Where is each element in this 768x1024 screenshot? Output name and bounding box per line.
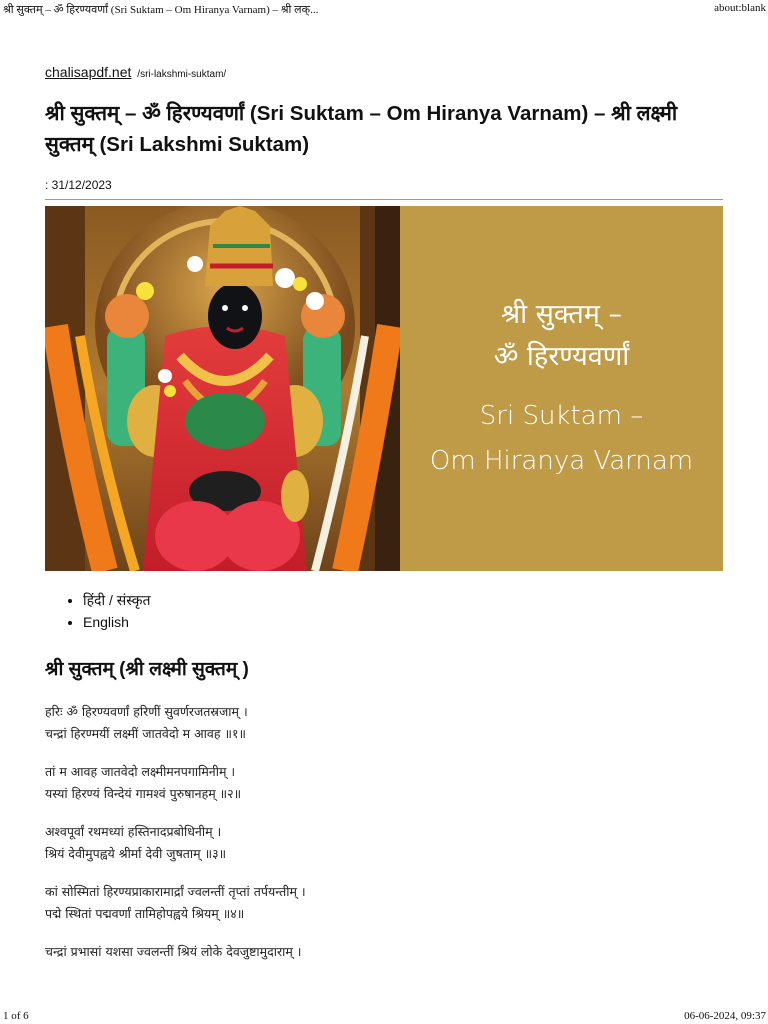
language-link-english[interactable]: • English — [83, 611, 723, 633]
language-list — [45, 589, 723, 633]
language-link-hindi[interactable]: • हिंदी / संस्कृत — [83, 589, 723, 611]
verse-line: कां सोस्मितां हिरण्यप्राकारामार्द्रां ज्वलन्तीं तृप्तां तर्पयन्तीम् । — [45, 884, 306, 899]
article — [45, 64, 723, 963]
page-title: श्री सुक्तम् – ॐ हिरण्यवर्णां (Sri Suktam – Om Hiranya Varnam) – श्री लक्ष्मी सुक्तम् (Sri Lakshmi Suktam) — [45, 102, 678, 156]
print-header-url: about:blank — [714, 2, 766, 14]
verse-line: यस्यां हिरण्यं विन्देयं गामश्वं पुरुषानहम् ॥२॥ — [45, 786, 242, 801]
verse-line: पद्मे स्थितां पद्मवर्णां तामिहोपह्वये श्रियम् ॥४॥ — [45, 906, 245, 921]
print-header — [0, 0, 768, 16]
verse-line: चन्द्रां प्रभासां यशसा ज्वलन्तीं श्रियं लोके देवजुष्टामुदाराम् । — [45, 944, 302, 959]
verse-2 — [45, 761, 723, 805]
section-title: श्री सुक्तम् (श्री लक्ष्मी सुक्तम् ) — [45, 659, 249, 680]
hero-hindi-line-2: ॐ हिरण्यवर्णां — [493, 340, 630, 372]
site-line — [45, 64, 723, 80]
verse-line: चन्द्रां हिरण्मयीं लक्ष्मीं जातवेदो म आवह ॥१॥ — [45, 726, 246, 741]
hero-hindi-line-1: श्री सुक्तम् – — [500, 298, 623, 330]
verse-3 — [45, 821, 723, 865]
verse-line: श्रियं देवीमुपह्वये श्रीर्मा देवी जुषताम् ॥३॥ — [45, 846, 227, 861]
goddess-lakshmi-photo — [45, 206, 400, 571]
verse-4 — [45, 881, 723, 925]
print-timestamp: 06-06-2024, 09:37 — [684, 1010, 766, 1022]
print-header-title: श्री सुक्तम् – ॐ हिरण्यवर्णां (Sri Suktam – Om Hiranya Varnam) – श्री लक्... — [3, 4, 319, 16]
print-footer — [0, 1008, 768, 1024]
post-date: : 31/12/2023 — [45, 178, 112, 192]
page-number: 1 of 6 — [3, 1010, 29, 1022]
hero-english-line-1: Sri Suktam – — [479, 400, 644, 431]
verse-1 — [45, 701, 723, 745]
site-link[interactable]: chalisapdf.net — [45, 64, 132, 80]
verse-line: हरिः ॐ हिरण्यवर्णां हरिणीं सुवर्णरजतस्रजाम् । — [45, 704, 248, 719]
site-path: /sri-lakshmi-suktam/ — [137, 69, 227, 80]
divider — [45, 199, 723, 200]
hero-image — [45, 206, 723, 571]
hero-english-line-2: Om Hiranya Varnam — [429, 445, 694, 476]
verse-5 — [45, 941, 723, 963]
verse-line: तां म आवह जातवेदो लक्ष्मीमनपगामिनीम् । — [45, 764, 236, 779]
hero-title-panel — [400, 206, 723, 571]
verse-line: अश्वपूर्वां रथमध्यां हस्तिनादप्रबोधिनीम् । — [45, 824, 222, 839]
